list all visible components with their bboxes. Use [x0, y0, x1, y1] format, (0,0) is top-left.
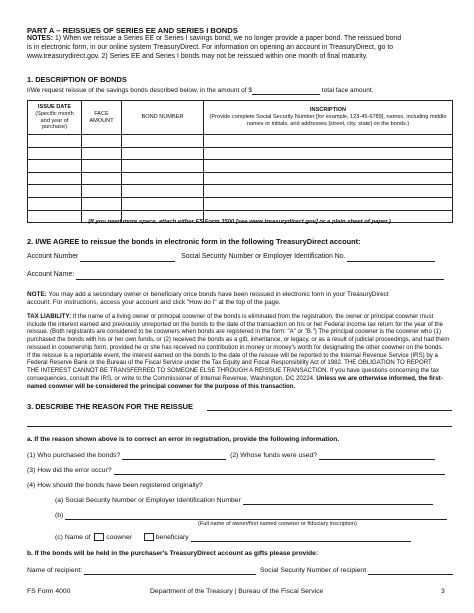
q4c-row: [55, 533, 411, 542]
q1-row: [27, 452, 435, 460]
section-1-title: 1. DESCRIPTION OF BONDS: [27, 75, 127, 84]
recipient-ssn-field[interactable]: [368, 568, 453, 575]
notes-line-3: www.treasurydirect.gov. 2) Series EE and Series I bonds may not be reissued within one month of final maturity.: [27, 52, 368, 60]
issue-date-label: ISSUE DATE: [37, 104, 72, 111]
sub-b-heading: b. If the bonds will be held in the purchaser's TreasuryDirect account as gifts please provide:: [27, 550, 319, 557]
tax-line-0: If the name of a living owner or principal coowner of the bonds is eliminated from the registration, the owner or principal coowner must: [71, 313, 434, 320]
account-name-label: Account Name:: [27, 271, 75, 278]
face-amount-cell[interactable]: [82, 172, 122, 185]
col-inscription: [204, 101, 453, 135]
q4b-row: [55, 512, 447, 520]
recipient-name-label: Name of recipient:: [27, 567, 83, 574]
q2-field[interactable]: [319, 453, 435, 460]
request-prefix: I/We request reissue of the savings bonds described below, in the amount of $: [27, 87, 252, 94]
issue-date-sub: (Specific month and year of purchase): [35, 110, 74, 131]
col-issue-date: [28, 101, 82, 135]
tax-line-7: THE INTEREST CANNOT BE TRANSFERRED TO SOMEONE ELSE THROUGH A REISSUE TRANSACTION. If you have questions concerning the tax: [27, 367, 440, 375]
bond-row: [28, 197, 453, 210]
inscription-cell[interactable]: [204, 185, 453, 198]
q4c-label: (c) Name of: [55, 533, 91, 541]
tax-line-5: If the reissue is a reportable event, the interest earned on the bonds to the date of the reissue will be reported to the Internal Revenue Service (IRS) by a: [27, 351, 438, 359]
total-amount-field[interactable]: [252, 88, 320, 95]
reason-field-line-1[interactable]: [207, 410, 452, 411]
bond-number-cell[interactable]: [122, 147, 204, 160]
note-label: NOTE:: [27, 291, 47, 298]
q3-field[interactable]: [114, 468, 445, 475]
col-face-amount: FACE AMOUNT: [82, 101, 122, 135]
beneficiary-label: beneficiary: [155, 533, 189, 541]
footer-agency: Department of the Treasury | Bureau of the Fiscal Service: [150, 588, 324, 595]
notes-line-1: 1) When we reissue a Series EE or Series I savings bond, we no longer provide a paper bond. The reissued bond: [53, 35, 402, 42]
bond-row: [28, 185, 453, 198]
recipient-row: [27, 567, 453, 575]
account-number-label: Account Number: [27, 253, 79, 260]
bond-row: [28, 135, 453, 148]
tax-bold-last: named coowner will be considered the principal coowner for the purpose of this transaction.: [27, 382, 296, 390]
more-space-note: (If you need more space, attach either FS Form 3500 [see www.treasurydirect.gov] or a plain sheet of paper.): [88, 219, 391, 225]
q4a-field[interactable]: [243, 498, 433, 505]
tax-line-8: consequences, consult the IRS, or write to the Commissioner of Internal Revenue, Washington, DC 20224.: [27, 374, 315, 382]
tax-line-6: Federal Reserve Bank or the Bureau of the Fiscal Service under the Tax Equity and Fiscal Responsibility Act of 1982. THE OBLIGATION TO REPORT: [27, 359, 432, 367]
inscription-cell[interactable]: [204, 197, 453, 210]
note-block: [27, 291, 457, 307]
face-amount-cell[interactable]: [82, 185, 122, 198]
face-amount-cell[interactable]: [82, 197, 122, 210]
issue-date-cell[interactable]: [28, 197, 82, 210]
notes-line-2: is in electronic form, in our online system TreasuryDirect. For information on opening an account in TreasuryDirect, go to: [27, 43, 394, 51]
q3-row: [27, 467, 445, 475]
bond-row: [28, 160, 453, 173]
q4c-name-field[interactable]: [191, 535, 411, 542]
inscription-cell[interactable]: [204, 147, 453, 160]
inscription-cell[interactable]: [204, 172, 453, 185]
bond-number-cell[interactable]: [122, 185, 204, 198]
q4b-label: (b): [55, 512, 64, 519]
bonds-table: [27, 100, 453, 223]
issue-date-cell[interactable]: [28, 185, 82, 198]
bond-row: [28, 172, 453, 185]
face-amount-cell[interactable]: [82, 147, 122, 160]
issue-date-cell[interactable]: [28, 135, 82, 148]
section-2-title: 2. I/WE AGREE to reissue the bonds in electronic form in the following TreasuryDirect account:: [27, 237, 361, 246]
bond-number-cell[interactable]: [122, 172, 204, 185]
q4a-row: [55, 497, 433, 505]
note-line-1: You may add a secondary owner or beneficiary once bonds have been reissued in electronic form in your TreasuryDirect: [46, 291, 389, 298]
bonds-table-header: [28, 101, 453, 135]
beneficiary-checkbox[interactable]: [144, 533, 154, 541]
q2-label: (2) Whose funds were used?: [230, 452, 318, 459]
issue-date-cell[interactable]: [28, 147, 82, 160]
tax-line-3: purchased the bonds with his or her own funds, or (2) received the bonds as a gift, inheritance, or legacy, or as a result of judicial proceedings, and had them: [27, 336, 450, 344]
tax-liability-block: [27, 313, 457, 390]
coowner-checkbox[interactable]: [94, 533, 104, 541]
q4-label: (4) How should the bonds have been registered originally?: [27, 482, 203, 489]
tax-line-4: reissued in coownership form, provided he or she has received no contribution in money or money's worth for designating the other coowner on the bonds.: [27, 343, 444, 351]
part-a-title: PART A – REISSUES OF SERIES EE AND SERIES I BONDS: [27, 26, 238, 35]
q1-field[interactable]: [122, 453, 226, 460]
q4a-label: (a) Social Security Number or Employer Identification Number: [55, 497, 241, 504]
account-name-row: [27, 271, 444, 280]
bond-number-cell[interactable]: [122, 135, 204, 148]
q1-label: (1) Who purchased the bonds?: [27, 452, 121, 459]
footer-page-number: 3: [441, 588, 445, 595]
bond-number-cell[interactable]: [122, 197, 204, 210]
section-3-title: 3. DESCRIBE THE REASON FOR THE REISSUE: [27, 402, 193, 411]
face-amount-cell[interactable]: [82, 135, 122, 148]
issue-date-cell[interactable]: [28, 172, 82, 185]
issue-date-cell[interactable]: [28, 160, 82, 173]
request-suffix: total face amount.: [321, 87, 374, 94]
q4b-field[interactable]: [65, 513, 447, 520]
inscription-sub: (Provide complete Social Security Number [for example, 123-45-6789], names, including middle names or initials, and addresses [street, city, state] on the bonds.): [209, 114, 447, 127]
account-name-field[interactable]: [76, 273, 444, 280]
sub-a-heading: a. If the reason shown above is to correct an error in registration, provide the following information.: [27, 436, 340, 443]
coowner-label: coowner: [106, 533, 132, 541]
inscription-cell[interactable]: [204, 160, 453, 173]
tax-bold-tail: Unless we are otherwise informed, the first-: [314, 374, 443, 382]
recipient-name-field[interactable]: [84, 568, 256, 575]
inscription-cell[interactable]: [204, 135, 453, 148]
q3-label: (3) How did the error occur?: [27, 467, 112, 474]
recipient-ssn-label: Social Security Number of recipient: [259, 567, 367, 574]
tax-label: TAX LIABILITY:: [27, 313, 72, 320]
tax-line-1: include the interest earned and previously unreported on the bonds to the date of the transaction on his or her Federal income tax return for the year of the: [27, 320, 443, 328]
note-line-2: account. For instructions, access your account and click "How do I" at the top of the page.: [27, 299, 281, 306]
ssn-ein-label: Social Security Number or Employer Identification No.: [181, 253, 346, 260]
q4b-caption: (Full name of owner/first named coowner or fiduciary inscription): [198, 521, 357, 527]
request-amount-line: [27, 87, 457, 95]
ssn-ein-field[interactable]: [347, 255, 435, 262]
notes-label: NOTES:: [27, 35, 54, 42]
bond-row: [28, 147, 453, 160]
reason-field-line-2[interactable]: [27, 426, 452, 427]
account-number-field[interactable]: [80, 255, 175, 262]
col-bond-number: BOND NUMBER: [122, 101, 204, 135]
face-amount-cell[interactable]: [82, 160, 122, 173]
notes-block: [27, 35, 457, 61]
inscription-label: INSCRIPTION: [309, 107, 347, 114]
account-number-row: [27, 253, 435, 262]
section-3-title-row: [27, 402, 193, 411]
bond-number-cell[interactable]: [122, 160, 204, 173]
footer-form-id: FS Form 4000: [27, 588, 71, 595]
tax-line-2: reissue. (Both registrants are considered to be coowners when bonds are registered in the form: "A" or "B.") The principal coowner is the coowner who (1): [27, 328, 441, 336]
